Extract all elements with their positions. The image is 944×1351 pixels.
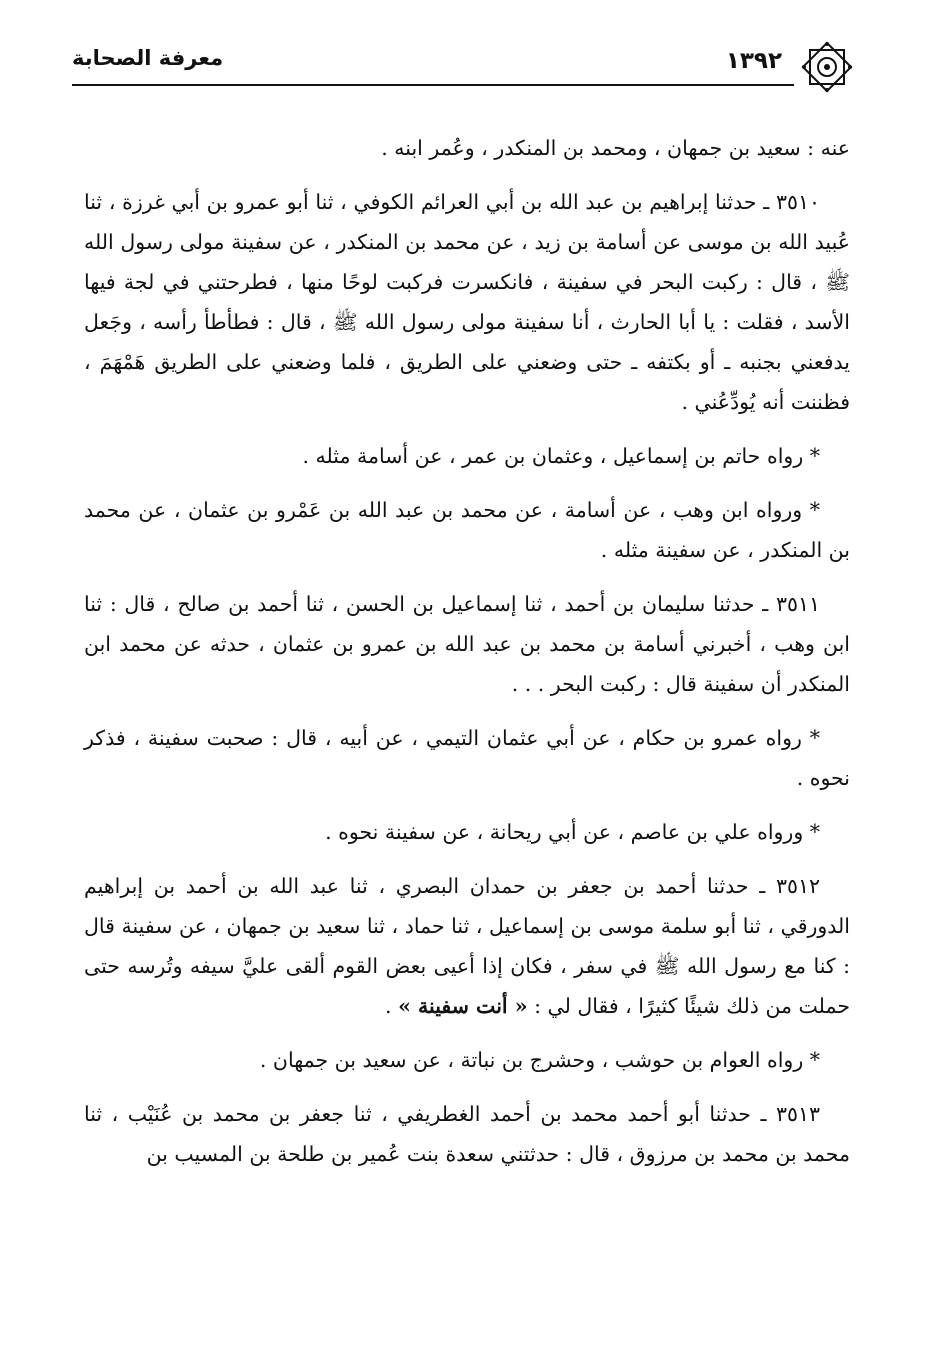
- page-body: [84, 128, 850, 1188]
- paragraph: عنه : سعيد بن جمهان ، ومحمد بن المنكدر ، وعُمر ابنه .: [381, 136, 850, 160]
- emphasis-quote: « أنت سفينة »: [398, 994, 528, 1018]
- narration-note: * ورواه علي بن عاصم ، عن أبي ريحانة ، عن سفينة نحوه .: [325, 820, 820, 844]
- hadith-3510: ٣٥١٠ ـ حدثنا إبراهيم بن عبد الله بن أبي العرائم الكوفي ، ثنا أبو عمرو بن أبي غرزة ، ثنا عُبيد الله بن موسى عن أسامة بن زيد ، عن محمد بن المنكدر ، عن سفينة مولى رسول الله ﷺ ، قال : ركبت البحر في سفينة ، فانكسرت فركبت لوحًا منها ، فطرحتني في لجة فيها الأسد ، فقلت : يا أبا الحارث ، أنا سفينة مولى رسول الله ﷺ ، قال : فطأطأ رأسه ، وجَعل يدفعني بجنبه ـ أو بكتفه ـ حتى وضعني على الطريق ، فلما وضعني على الطريق هَمْهَمَ ، فظننت أنه يُودِّعُني .: [84, 190, 850, 414]
- narration-note: * رواه العوام بن حوشب ، وحشرج بن نباتة ، عن سعيد بن جمهان .: [259, 1048, 820, 1072]
- hadith-3512-text: ٣٥١٢ ـ حدثنا أحمد بن جعفر بن حمدان البصري ، ثنا عبد الله بن أحمد بن إبراهيم الدورقي ، ثنا أبو سلمة موسى بن إسماعيل ، ثنا حماد ، ثنا سعيد بن جمهان ، عن سفينة قال : كنا مع رسول الله ﷺ في سفر ، فكان إذا أعيى بعض القوم ألقى عليَّ سيفه وتُرسه حتى حملت من ذلك شيئًا كثيرًا ، فقال لي :: [84, 874, 850, 1018]
- page-number: ١٣٩٢: [725, 48, 782, 74]
- page-header: [72, 38, 856, 98]
- hadith-3512-end: .: [385, 994, 399, 1018]
- header-rule: [72, 84, 794, 86]
- book-title: معرفة الصحابة: [72, 46, 224, 70]
- hadith-3513: ٣٥١٣ ـ حدثنا أبو أحمد محمد بن أحمد الغطريفي ، ثنا جعفر بن محمد بن عُنَيْب ، ثنا محمد بن محمد بن مرزوق ، قال : حدثتني سعدة بنت عُمير بن طلحة بن المسيب بن: [84, 1102, 850, 1166]
- narration-note: * رواه حاتم بن إسماعيل ، وعثمان بن عمر ، عن أسامة مثله .: [302, 444, 820, 468]
- hadith-3511: ٣٥١١ ـ حدثنا سليمان بن أحمد ، ثنا إسماعيل بن الحسن ، ثنا أحمد بن صالح ، قال : ثنا ابن وهب ، أخبرني أسامة بن محمد بن عبد الله بن عمرو بن عثمان ، حدثه عن محمد ابن المنكدر أن سفينة قال : ركبت البحر . . .: [84, 592, 850, 696]
- hadith-3512: [84, 866, 850, 1026]
- ornament-star-icon: [798, 38, 856, 96]
- narration-note: * رواه عمرو بن حكام ، عن أبي عثمان التيمي ، عن أبيه ، قال : صحبت سفينة ، فذكر نحوه .: [84, 726, 850, 790]
- narration-note: * ورواه ابن وهب ، عن أسامة ، عن محمد بن عبد الله بن عَمْرو بن عثمان ، عن محمد بن المنكدر ، عن سفينة مثله .: [84, 498, 850, 562]
